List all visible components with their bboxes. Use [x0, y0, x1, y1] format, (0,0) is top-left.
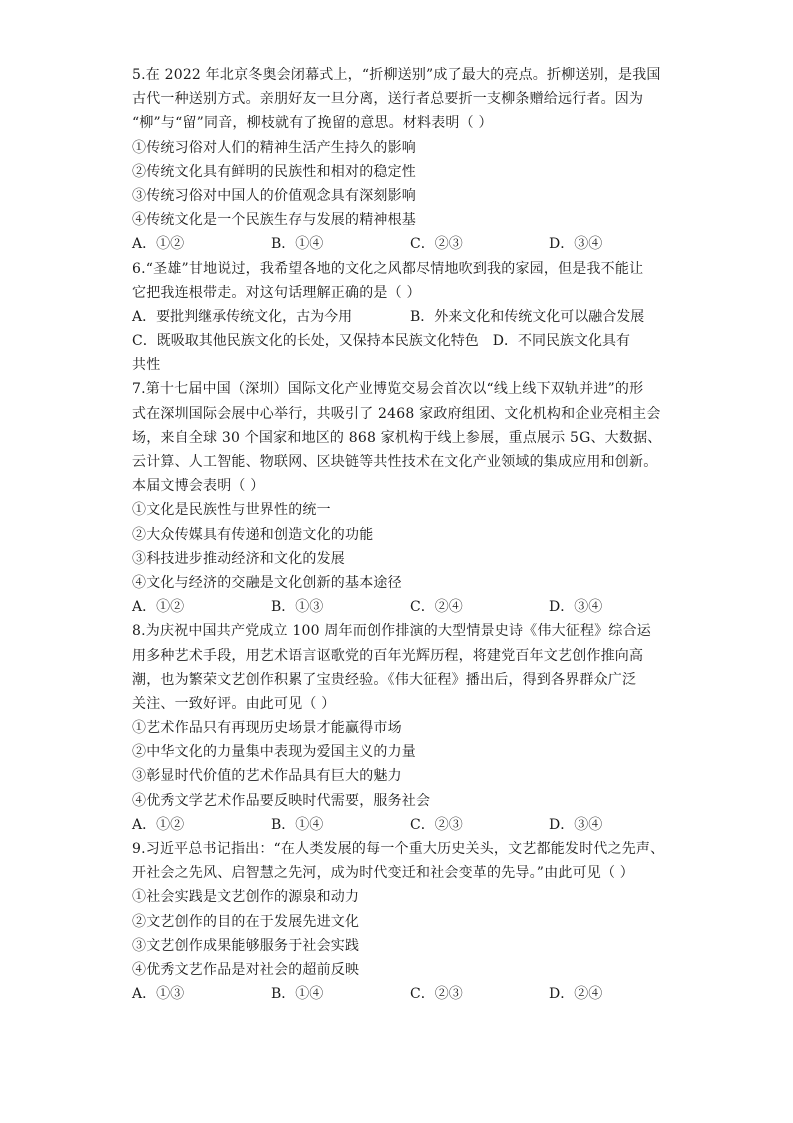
- option-d: D．②④: [549, 986, 603, 1003]
- question-stem-line: 开社会之先风、启智慧之先河，成为时代变迁和社会变革的先导。”由此可见（ ）: [132, 865, 635, 882]
- question-stem-line: 式在深圳国际会展中心举行，共吸引了 2468 家政府组团、文化机构和企业亮相主会: [132, 405, 661, 422]
- option-a: A．①③: [132, 986, 185, 1003]
- answer-options: [132, 232, 692, 256]
- answer-options-row: [132, 329, 692, 353]
- question-stem-line: 9.习近平总书记指出：“在人类发展的每一个重大历史关头，文艺都能发时代之先声、: [132, 841, 665, 857]
- option-a: A．①②: [132, 816, 185, 833]
- statement-item: ④优秀文学艺术作品要反映时代需要，服务社会: [132, 792, 431, 809]
- statement-item: ②大众传媒具有传递和创造文化的功能: [132, 526, 374, 543]
- exam-page: [132, 63, 692, 1006]
- statement-item: ③科技进步推动经济和文化的发展: [132, 550, 345, 567]
- statement-item: ④文化与经济的交融是文化创新的基本途径: [132, 574, 402, 591]
- question-stem-line: 云计算、人工智能、物联网、区块链等共性技术在文化产业领域的集成应用和创新。: [132, 454, 658, 470]
- question-stem-line: “柳”与“留”同音，柳枝就有了挽留的意思。材料表明（ ）: [132, 115, 493, 132]
- option-d: D．③④: [549, 816, 603, 833]
- answer-options-row: [132, 305, 692, 329]
- question-9: [132, 837, 692, 1006]
- option-d: D．③④: [549, 599, 603, 616]
- option-c: C．既吸取其他民族文化的长处，又保持本民族文化特色: [132, 333, 479, 350]
- statement-item: ②中华文化的力量集中表现为爱国主义的力量: [132, 744, 416, 761]
- option-b: B．①③: [271, 599, 324, 616]
- question-stem-line: 古代一种送别方式。亲朋好友一旦分离，送行者总要折一支柳条赠给远行者。因为: [132, 91, 644, 108]
- statement-item: ②文艺创作的目的在于发展先进文化: [132, 913, 360, 930]
- option-b: B．①④: [271, 816, 324, 833]
- statement-item: ④优秀文艺作品是对社会的超前反映: [132, 961, 360, 978]
- option-a: A．①②: [132, 236, 185, 253]
- question-stem-line: 潮，也为繁荣文艺创作积累了宝贵经验。《伟大征程》播出后，得到各界群众广泛: [132, 671, 637, 688]
- question-7: [132, 377, 692, 619]
- statement-item: ③文艺创作成果能够服务于社会实践: [132, 937, 360, 954]
- answer-options: [132, 595, 692, 619]
- statement-item: ③传统习俗对中国人的价值观念具有深刻影响: [132, 187, 416, 204]
- statement-item: ①社会实践是文艺创作的源泉和动力: [132, 889, 360, 906]
- question-stem-line: 它把我连根带走。对这句话理解正确的是（ ）: [132, 284, 421, 301]
- question-stem-line: 场，来自全球 30 个国家和地区的 868 家机构于线上参展，重点展示 5G、大数据、: [132, 429, 662, 446]
- option-a: A．要批判继承传统文化，古为今用: [132, 308, 353, 325]
- option-c: C．②④: [410, 599, 463, 616]
- question-8: [132, 619, 692, 837]
- question-stem-line: 6.“圣雄”甘地说过，我希望各地的文化之风都尽情地吹到我的家园，但是我不能让: [132, 260, 644, 277]
- option-d: D．不同民族文化具有: [492, 333, 630, 350]
- option-b: B．外来文化和传统文化可以融合发展: [410, 308, 645, 325]
- answer-options: [132, 813, 692, 837]
- option-d: D．③④: [549, 236, 603, 253]
- question-5: [132, 63, 692, 257]
- statement-item: ④传统文化是一个民族生存与发展的精神根基: [132, 212, 416, 229]
- question-stem-line: 7.第十七届中国（深圳）国际文化产业博览交易会首次以“线上线下双轨并进”的形: [132, 381, 644, 398]
- question-stem-line: 关注、一致好评。由此可见（ ）: [132, 695, 336, 712]
- option-c: C．②③: [410, 236, 463, 253]
- statement-item: ②传统文化具有鲜明的民族性和相对的稳定性: [132, 163, 416, 180]
- statement-item: ①文化是民族性与世界性的统一: [132, 502, 331, 519]
- question-stem-line: 本届文博会表明（ ）: [132, 478, 265, 495]
- option-c: C．②③: [410, 816, 463, 833]
- statement-item: ③彰显时代价值的艺术作品具有巨大的魅力: [132, 768, 402, 785]
- question-6: [132, 257, 692, 378]
- option-c: C．②③: [410, 986, 463, 1003]
- option-d-continuation: 共性: [132, 357, 161, 374]
- statement-item: ①传统习俗对人们的精神生活产生持久的影响: [132, 139, 416, 156]
- statement-item: ①艺术作品只有再现历史场景才能赢得市场: [132, 720, 402, 737]
- answer-options: [132, 982, 692, 1006]
- question-stem-line: 5.在 2022 年北京冬奥会闭幕式上，“折柳送别”成了最大的亮点。折柳送别，是我国: [132, 67, 661, 83]
- option-a: A．①②: [132, 599, 185, 616]
- question-stem-line: 用多种艺术手段，用艺术语言讴歌党的百年光辉历程，将建党百年文艺创作推向高: [132, 647, 644, 664]
- option-b: B．①④: [271, 236, 324, 253]
- option-b: B．①④: [271, 986, 324, 1003]
- question-stem-line: 8.为庆祝中国共产党成立 100 周年而创作排演的大型情景史诗《伟大征程》综合运: [132, 623, 651, 640]
